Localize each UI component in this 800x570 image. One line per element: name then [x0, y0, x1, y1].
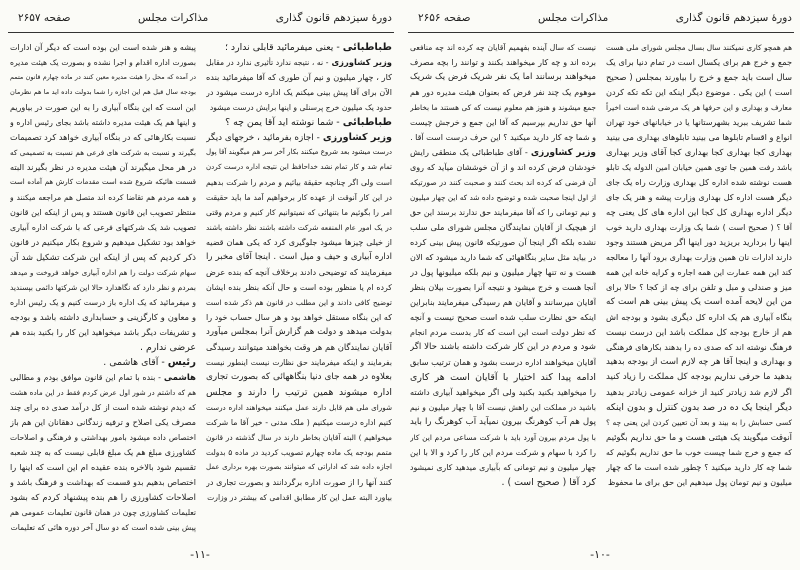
header-title: مذاکرات مجلس	[538, 12, 609, 24]
text-line	[10, 160, 196, 175]
text-line	[606, 265, 792, 280]
line-text: دیگر اداره بهداری کل کجا این اداره های کل یعنی چه	[606, 207, 792, 217]
text-line	[606, 445, 792, 460]
text-line	[10, 400, 196, 415]
line-text: و اینها هم یک هیئت مدیره داشته باشد بجای رئیس اداره و	[10, 118, 196, 127]
text-line	[10, 100, 196, 115]
text-line	[606, 415, 792, 430]
text-line	[10, 430, 196, 445]
line-text: بدولت میدهد و دولت هم گزارش آنرا بمجلس میآورد	[206, 327, 392, 337]
line-text: موهوم یک چند نفر فرض که بعنوان هیئت مدیره دور هم	[410, 88, 596, 97]
line-text: برده اند و چه کار میخواهند بکنند و توانند را بچه مصرف	[410, 58, 596, 67]
line-text: میلیون و نیم تومان پول میدهیم این حق برای ما محفوظ	[607, 478, 792, 487]
line-text: که نظر دولت است این است که کار بدست مردم انجام	[410, 328, 596, 337]
text-line	[206, 70, 392, 85]
text-line	[206, 175, 392, 190]
text-line	[410, 55, 596, 70]
header-rule	[408, 32, 794, 33]
text-line	[10, 145, 196, 160]
line-text: کسی حسابش را به بیند و بعد آن تعیین کردن این یعنی چه ؟	[606, 418, 792, 427]
line-text: بنگاه آبیاری هم یک اداره کل دیگری بشود و بودجه اش	[606, 312, 792, 322]
line-text: در بیاید مثل سایر بنگاههائی که شما دارید میشود که الان	[410, 253, 596, 262]
line-text: باشد رفت همین جا توی همین خیابان امین الدوله یک تابلو	[606, 163, 792, 172]
line-text: و همه مردم هم تقاضا کرده اند متصل هم مراجعه میکنند و	[10, 193, 196, 202]
page-footer-number: -۱۱-	[190, 548, 210, 561]
line-text: - شما نوشته اید آقا یمن چه ؟	[225, 117, 340, 128]
text-line	[410, 100, 596, 115]
text-line	[206, 190, 392, 205]
line-text: که جمع و خرج شما چیست خوب ما حق نداریم بگوئیم که	[606, 448, 792, 457]
speaker-line	[206, 55, 392, 70]
text-line	[206, 490, 392, 505]
line-text: اختصاص داده میشود بامور بهداشتی و فرهنگی و اصلاحات	[10, 433, 196, 442]
text-line	[410, 175, 596, 190]
line-text: هم که داشتم در شور اول عرض کردم فقط در این ماده هشت	[10, 388, 196, 397]
header-page-number: صفحه ۲۶۵۶	[418, 12, 471, 24]
line-text: منتظر تصویب این قانون هستند و پس از اینکه این قانون	[10, 208, 196, 217]
text-line	[206, 415, 392, 430]
text-line	[10, 460, 196, 475]
line-text: بفرمایند و اینکه میفرمایند حق نظارت نیست اینطور نیست	[206, 358, 392, 367]
line-text: سهام شرکت دولت را هم اداره آبیاری خواهد فروخت و میدهد	[10, 268, 196, 277]
text-line	[10, 415, 196, 430]
line-text: است ) این یکی . موضوع دیگر اینکه این تکه تکه کردن	[606, 87, 792, 97]
text-line	[410, 220, 596, 235]
text-line	[206, 355, 392, 370]
line-text: این است که این بنگاه آبیاری را به این صورت در بیاوریم	[10, 103, 196, 112]
line-text: نشده بلکه اگر اینجا آن صورتیکه قانون پیش بینی کرده	[410, 237, 596, 247]
line-text: عرضی ندارم .	[140, 342, 196, 353]
line-text: و شما چه کار دارید میکنید ؟ این حرف درست است آقا .	[410, 133, 596, 142]
line-text: پیش بینی شده است که دو سال آخر دوره هائی که تعلیمات	[10, 523, 196, 532]
line-text: که این بنگاه مستقل خواهد بود و هر سال حساب خود را	[206, 313, 392, 322]
text-line	[410, 295, 596, 310]
text-line	[410, 250, 596, 265]
text-line	[606, 355, 792, 370]
text-line	[410, 235, 596, 250]
text-line	[606, 310, 792, 325]
text-line	[410, 385, 596, 400]
text-line	[410, 130, 596, 145]
line-text: - آقای طباطبائی یک منطقی رایش	[410, 147, 528, 157]
header-page-number: صفحه ۲۶۵۷	[18, 12, 71, 24]
text-line	[606, 160, 792, 175]
text-line	[410, 370, 596, 385]
text-line	[606, 460, 792, 475]
line-text: بهداری کجا بهداری کجا بهداری کجا آقای وزیر بهداری	[606, 147, 792, 157]
line-text: آنها حق نداریم بپرسیم که آقا این جمع و خرجش چیست	[410, 118, 596, 127]
text-line	[10, 70, 196, 85]
text-line	[206, 400, 392, 415]
text-line	[410, 475, 596, 490]
line-text: نسبت بکارهائی که در بنگاه آبیاری خواهد کرد تصمیمات	[10, 132, 196, 142]
speaker-line	[10, 370, 196, 385]
line-text: هم همچو کاری نمیکنند سال بسال مجلس شورای ملی هست	[606, 43, 792, 52]
header-rule	[8, 32, 394, 33]
line-text: آنوقت میگویند یک هیئتی هست و ما حق نداریم بگوئیم	[606, 432, 792, 442]
text-line	[206, 475, 392, 490]
text-line	[10, 265, 196, 280]
line-text: بعلاوه در همه جای دنیا بنگاههائی که بصورت تجاری	[206, 372, 392, 382]
line-text: اینها را بردارید بریزید دور اینها اگر مریض هستند وجود	[606, 237, 792, 247]
line-text: بگیرند و نسبت به شرکت های فرعی هم نسبت به تصمیمی که	[10, 148, 196, 157]
line-text: ذکر کردیم که پس از اینکه این شرکت تشکیل شد آن	[10, 252, 196, 262]
text-line	[606, 475, 792, 490]
line-text: که دیدم نوشته شده است از کل درآمد صدی ده برای چند	[10, 403, 196, 412]
text-line	[206, 340, 392, 355]
line-text: آن فرضی که کرده اند بحث کنند و صحبت کنند در صورتیکه	[410, 178, 596, 187]
line-text: بیاورد البته عمل این کار مطابق اقدامی که بیشتر در وزارت	[207, 493, 392, 502]
speaker-name: وزیر کشاورزی	[322, 132, 392, 143]
line-text: کنند آنها را از صورت اداره برگردانند و بصورت تجاری در	[206, 478, 392, 487]
line-text: - نه ، نتیجه ندارد تأثیری ندارد در مقابل	[206, 58, 329, 67]
text-line	[606, 70, 792, 85]
line-text: تمام شد و کار تمام نشد خداحافظ این نتیجه اداره درست کردن	[206, 163, 392, 171]
text-line	[606, 205, 792, 220]
line-text: و معاون و کارگزینی و حسابداری داشته باشد و بودجه	[10, 312, 196, 322]
text-line	[10, 475, 196, 490]
line-text: را میخواهید بکنید بکنید ولی اگر میخواهید آبیاری داشته	[410, 387, 596, 397]
text-line	[206, 430, 392, 445]
line-text: است ولی اگر چنانچه حقیقة بیائیم و مردم را شرکت بدهیم	[206, 178, 392, 187]
line-text: جمع و خرج هم برای یکسال است در تمام دنیا برای یک	[606, 57, 792, 67]
page-2657	[4, 0, 396, 570]
text-line	[410, 325, 596, 340]
text-line	[10, 445, 196, 460]
line-text: کرد آقا ( صحیح است ) .	[501, 477, 596, 488]
line-text: اداره آبیاری و حیف و میل است . اینجا آقای مخبر را	[206, 252, 392, 262]
text-line	[606, 370, 792, 385]
text-line	[10, 85, 196, 100]
line-text: شما تشریف ببرید بشهرستانها یا در خیابانهای خود تهران	[606, 118, 792, 127]
line-text: در یک امور عام المنفعه شرکت داشته باشند نظر داشته باشند	[206, 223, 392, 232]
text-line	[206, 310, 392, 325]
line-text: از اول اینجا صحبت شده و توضیح داده شد که این چهار میلیون	[410, 193, 596, 202]
text-line	[410, 280, 596, 295]
line-text: و بهداری و اینجا آقا هر چه لازم است از بودجه بدهید	[606, 357, 792, 367]
text-line	[206, 445, 392, 460]
text-line	[206, 85, 392, 100]
text-line	[10, 205, 196, 220]
speaker-line	[410, 145, 596, 160]
text-column-right	[606, 40, 792, 490]
line-text: میز و صندلی و مبل و تلفن برای چه از کجا ؟ حالا برای	[606, 282, 792, 292]
line-text: اداره میشوند همین ترتیب را دارند و مجلس	[206, 387, 392, 398]
text-line	[206, 205, 392, 220]
line-text: بدهید ما حرفی نداریم بودجه کل مملکت را زیاد کنید	[606, 372, 792, 382]
text-line	[606, 340, 792, 355]
text-line	[606, 325, 792, 340]
line-text: کرده ام یا منظور بوده است و حال آنکه بنظر بنده ایشان	[206, 283, 392, 292]
text-line	[10, 115, 196, 130]
text-line	[606, 40, 792, 55]
text-line	[410, 310, 596, 325]
line-text: سال است باید جمع و خرج را بیاورند بمجلس ( صحیح	[606, 72, 792, 82]
line-text: بمردم و نظر دارد که نگاهدارد حالا این شرکتها دائمی بپسندید	[10, 283, 196, 292]
text-line	[206, 460, 392, 475]
line-text: میفرمایند که توضیحی دادند برخلاف آنچه که بنده عرض	[206, 267, 392, 277]
text-line	[410, 265, 596, 280]
text-line	[10, 325, 196, 340]
page-2656	[404, 0, 796, 570]
text-column-right	[206, 40, 392, 505]
text-line	[606, 130, 792, 145]
line-text: امر را بگوئیم ما بتنهائی که نمیتوانیم کار کنیم و مردم وقتی	[206, 208, 392, 217]
text-line	[10, 520, 196, 535]
line-text: اگر لازم شد زیادتر کنید از خزانه عمومی زیادتر بدهید	[606, 387, 792, 397]
text-line	[206, 250, 392, 265]
speaker-name: طباطبائی	[342, 117, 392, 128]
text-line	[10, 490, 196, 505]
running-header	[10, 12, 392, 30]
line-text: معارف و بهداری و این حرفها هر یک مرضی شده است اخیراً	[606, 103, 792, 112]
text-line	[10, 40, 196, 55]
text-line	[206, 325, 392, 340]
text-line	[206, 265, 392, 280]
text-line	[410, 70, 596, 85]
text-line	[10, 280, 196, 295]
line-text: و نیم تومانی را که آقا میفرمایند حق ندارند برسند این حق	[410, 208, 596, 217]
text-line	[606, 400, 792, 415]
text-line	[606, 280, 792, 295]
line-text: خودشان فرض کرده اند و از آن خوششان میآید که روی	[410, 163, 596, 172]
line-text: توضیح کافی دادند و این مطلب در قانون هم ذکر شده است	[206, 298, 392, 307]
text-line	[410, 160, 596, 175]
line-text: باشید در مملکت این راهش نیست آقا با چهار میلیون و نیم	[410, 403, 596, 412]
line-text: شود و مردم در این کار شرکت داشته باشند حالا اگر	[410, 342, 596, 352]
line-text: من این لایحه آمده است یک پیش بینی هم است که	[606, 297, 792, 307]
text-line	[410, 40, 596, 55]
text-line	[10, 340, 196, 355]
text-line	[410, 355, 596, 370]
text-column-left	[10, 40, 196, 535]
text-line	[10, 235, 196, 250]
text-line	[10, 295, 196, 310]
text-line	[410, 115, 596, 130]
text-line	[10, 250, 196, 265]
speaker-line	[206, 115, 392, 130]
text-line	[410, 430, 596, 445]
speaker-name: وزیر کشاورزی	[530, 148, 596, 158]
line-text: آقایان میخواهند اداره درست بشود و همان ترتیب سابق	[410, 357, 596, 367]
speaker-name: طباطبائی	[342, 42, 392, 53]
line-text: هست و نه تنها چهار میلیون و نیم بلکه میلیونها پول در	[410, 267, 596, 277]
line-text: اجازه داده شد که اداراتی که میتوانند بصورت بهره برداری عمل	[206, 463, 392, 471]
line-text: آقایان نمایندگان هم هر وقت بخواهند میتوانند رسیدگی	[206, 342, 392, 352]
speaker-line	[206, 40, 392, 55]
line-text: دیگر هست اداره کل بهداری وزارت پیشه و هنر یک جای	[606, 193, 792, 202]
speaker-name: رئیس	[167, 357, 196, 368]
text-line	[206, 370, 392, 385]
line-text: جمع میشوند و هنوز هم معلوم نیست که کی هستند ما بخاطر	[410, 103, 596, 112]
text-line	[606, 190, 792, 205]
line-text: پول هم آب کوهرنگ بیرون نمیآید آب کوهرنگ را باید	[410, 417, 596, 427]
text-line	[606, 385, 792, 400]
line-text: - یعنی میفرمائید قابلی ندارد ؛	[224, 42, 340, 53]
line-text: نیست که سال آینده بفهمیم آقایان چه کرده اند چه منافعی	[410, 43, 596, 52]
line-text: انواع و اقسام تابلوها می بینید تابلوهای بهداری می بینید	[606, 132, 792, 142]
line-text: را کرد با سهام و شرکت مردم این کار را کرد و الا با این	[410, 448, 596, 457]
text-line	[410, 415, 596, 430]
line-text: الآن برای آقا پیش بینی میکنم یک اداره درست میشود در	[206, 88, 392, 97]
text-line	[606, 430, 792, 445]
line-text: در آمده که محل را هیئت مدیره معین کنند در ماده چهارم قانون متمم	[10, 73, 196, 81]
line-text: از خیلی چیزها میشود جلوگیری کرد که یکی همان قضیه	[206, 238, 392, 247]
text-line	[206, 280, 392, 295]
text-line	[10, 385, 196, 400]
line-text: و میفرمائید که یک اداره باز درست کنیم و یک رئیس اداره	[10, 298, 196, 307]
text-line	[606, 145, 792, 160]
line-text: حدود یک میلیون خرج پرسنلی و اینها برایش درست میشود	[209, 103, 392, 112]
line-text: قسمت هائیکه شروع شده است مقدمات کارش هم آماده است	[10, 178, 196, 186]
text-line	[606, 100, 792, 115]
line-text: آنجا هست و خرج میشود و نتیجه آنرا بصورت بیلان بنظر	[410, 283, 596, 292]
line-text: کشاورزی مبلغ هم یک مبلغ قابلی نیست که به چند شعبه	[10, 448, 196, 457]
line-text: از هیچیک از آقایان نمایندگان مجلس شورای ملی سلب	[410, 222, 596, 232]
line-text: هست نوشته شده اداره کل بهداری وزارت راه یک جای	[606, 177, 792, 187]
running-header	[410, 12, 792, 30]
line-text: کار ، چهار میلیون و نیم آن طوری که آقا میفرمائید بنده	[206, 72, 392, 82]
line-text: میخواهیم ) البته آقایان بخاطر دارند در سال گذشته در قانون	[206, 433, 392, 442]
text-line	[606, 220, 792, 235]
text-line	[606, 295, 792, 310]
line-text: میخواهند برسانند اما یک نفر شریک فرض یک شریک	[410, 72, 596, 82]
line-text: مصرف یکی اصلاح و ترفیه زندگانی دهقانان این هم باز	[10, 417, 196, 427]
line-text: شما چه کار دارید میکنید ؟ چطور شده است ما که چهار	[606, 463, 792, 472]
line-text: - آقای هاشمی .	[103, 357, 165, 368]
line-text: در این کار آنوقت از عهده کار برخواهیم آمد ما باید حقیقت	[206, 193, 392, 202]
line-text: آقا ؟ ( صحیح است ) شما یک وزارت بهداری دارید خوب	[606, 223, 792, 232]
speaker-name: وزیر کشاورزی	[331, 57, 392, 67]
speaker-name: هاشمی	[163, 373, 196, 383]
page-footer-number: -۱۰-	[590, 548, 610, 561]
text-line	[206, 160, 392, 175]
text-line	[410, 190, 596, 205]
line-text: و تشریفات دیگر باشد میخواهید این کار را بکنید بنده هم	[10, 328, 196, 337]
line-text: خواهد بود تشکیل میدهیم و شروع بکار میکنیم در قانون	[10, 237, 196, 247]
line-text: دارند ادارات نان همین وزارت بهداری برود آنها را معالجه	[606, 253, 792, 262]
line-text: ادامه پیدا کند اختیار با آقایان است هر کاری	[410, 372, 596, 383]
text-column-left	[410, 40, 596, 490]
line-text: بودجه سال قبل هم این اجازه را شما بدولت داده اید ما هم نظرمان	[10, 88, 196, 96]
line-text: آقایان میرسانند و آقایان هم رسیدگی میفرمایند بنابراین	[410, 297, 596, 307]
line-text: با پول مردم بیرون آورد باید با شرکت مساعی مردم این کار	[410, 433, 596, 442]
text-line	[606, 85, 792, 100]
line-text: دیگر اینجا یک ده در صد بدون کنترل و بدون اینکه	[606, 402, 792, 413]
header-period: دورهٔ سیزدهم قانون گذاری	[275, 12, 392, 24]
text-line	[606, 55, 792, 70]
speaker-line	[10, 355, 196, 370]
text-line	[10, 220, 196, 235]
text-line	[410, 85, 596, 100]
text-line	[10, 310, 196, 325]
line-text: - بنده با تمام این قانون موافق بودم و مطالبی	[10, 373, 161, 382]
text-line	[206, 235, 392, 250]
text-line	[10, 55, 196, 70]
line-text: اختصاص بدهیم بدو قسمت که بهداشت و فرهنگ باشد و	[10, 478, 196, 487]
line-text: تقسیم شود بالاخره بنده عقیده ام این است که اینها را	[10, 462, 196, 472]
text-line	[410, 205, 596, 220]
text-line	[206, 220, 392, 235]
text-line	[10, 505, 196, 520]
text-line	[410, 445, 596, 460]
line-text: شورای ملی هم قابل دارند عمل میکنند میخواهند اداره درست	[206, 403, 392, 412]
header-period: دورهٔ سیزدهم قانون گذاری	[675, 12, 792, 24]
text-line	[10, 175, 196, 190]
text-line	[606, 235, 792, 250]
text-line	[410, 340, 596, 355]
text-line	[606, 175, 792, 190]
line-text: هم از خارج بودجه کل مملکت باشد این درست نیست	[606, 327, 792, 337]
line-text: اصلاحات کشاورزی را هم بنده پیشنهاد کردم که بشود	[10, 492, 196, 502]
text-line	[10, 190, 196, 205]
line-text: فرهنگ نوشته اند که صدی ده را بدهند بکارهای فرهنگی	[606, 342, 792, 352]
line-text: تعلیمات کشاورزی چون در همان قانون تعلیمات عمومی هم	[10, 508, 196, 517]
text-line	[206, 385, 392, 400]
line-text: اینکه حق نظارت سلب شده است صحیح نیست و آنچه	[410, 312, 596, 322]
line-text: کند این همه عمارت این همه اجاره و کرایه خانه این همه	[606, 268, 792, 277]
line-text: متمم بودجه یک ماده چهارم تصویب کردید در ماده ۵ بدولت	[206, 448, 392, 457]
line-text: در هر محل میگیرند آن هیئت مدیره در نظر بگیرند البته	[10, 162, 196, 172]
line-text: تصویب شد یک شرکتهای فرعی که با شرکت اداره آبیاری	[10, 223, 196, 232]
line-text: پیشه و هنر شده است این بوده است که دیگر آن ادارات	[10, 43, 196, 52]
text-line	[606, 250, 792, 265]
text-line	[206, 295, 392, 310]
text-line	[10, 130, 196, 145]
line-text: چهار میلیون و نیم تومانی که بآبیاری میدهید کاری نمیشود	[410, 463, 596, 472]
line-text: - اجازه بفرمائید ، خرجهای دیگر	[206, 133, 320, 143]
text-line	[206, 145, 392, 160]
text-line	[410, 400, 596, 415]
line-text: کنیم اداره درست میکنیم ( ملک مدنی - خیر آقا ما شرکت	[206, 418, 392, 427]
text-line	[206, 100, 392, 115]
line-text: بصورت اداره اقدام و اجرا نشده و بصورت یک هیئت مدیره	[10, 58, 196, 67]
header-title: مذاکرات مجلس	[138, 12, 209, 24]
line-text: درست میشود بعد شروع میکنند بکار آخر سر هم میگویند آقا پول	[206, 148, 392, 156]
text-line	[410, 460, 596, 475]
speaker-line	[206, 130, 392, 145]
text-line	[606, 115, 792, 130]
